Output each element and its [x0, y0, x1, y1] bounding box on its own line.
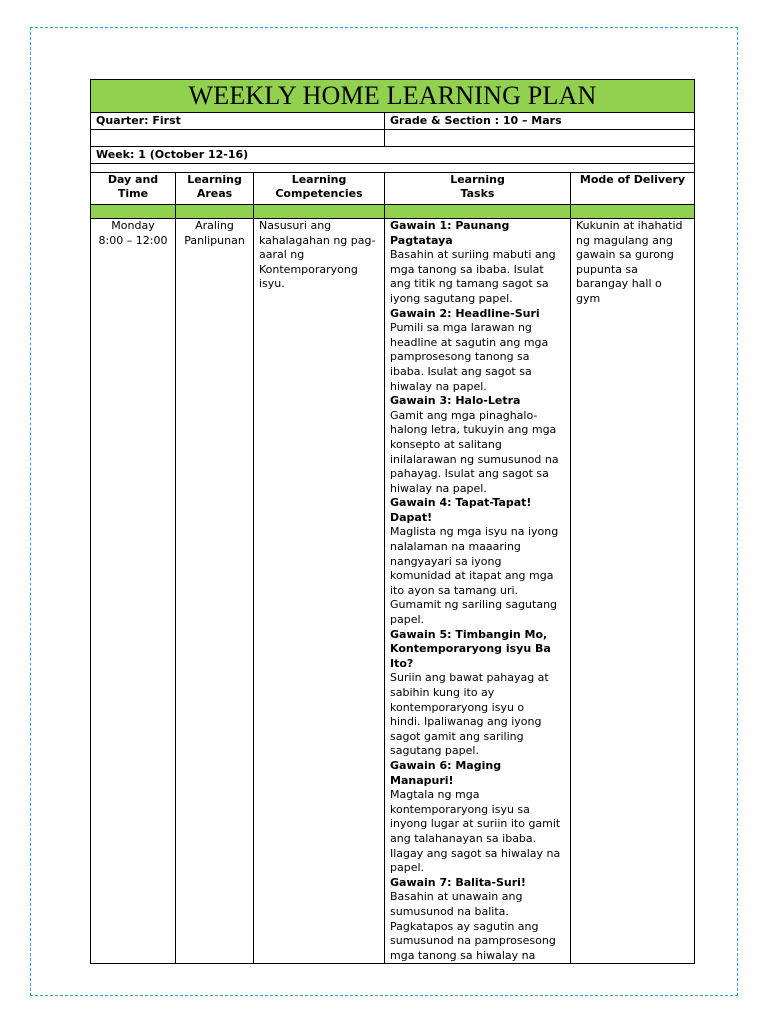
task-item — [390, 876, 565, 964]
header-learning-competencies: Learning Competencies — [254, 173, 385, 205]
day-label: Monday — [111, 219, 155, 232]
spacer-row — [91, 164, 695, 173]
task-title: Gawain 7: Balita-Suri! — [390, 875, 526, 889]
task-title: Gawain 1: Paunang Pagtataya — [390, 219, 510, 247]
empty-cell — [385, 130, 695, 147]
task-item — [390, 307, 565, 395]
mode-of-delivery-cell: Kukunin at ihahatid ng magulang ang gawain sa gurong pupunta sa barangay hall o gym — [571, 219, 695, 964]
header-row — [91, 173, 695, 205]
task-text: Suriin ang bawat pahayag at sabihin kung ito ay kontemporaryong isyu o hindi. Ipaliwanag ang iyong sagot gamit ang sariling sagutang papel. — [390, 671, 549, 758]
quarter-label: Quarter: First — [91, 113, 385, 130]
week-label: Week: 1 (October 12-16) — [91, 147, 695, 164]
green-cell — [176, 205, 254, 219]
green-cell — [254, 205, 385, 219]
task-item — [390, 394, 565, 496]
time-label: 8:00 – 12:00 — [98, 233, 168, 247]
plan-title: WEEKLY HOME LEARNING PLAN — [91, 80, 695, 113]
table-row — [91, 219, 695, 964]
learning-area-cell: Araling Panlipunan — [176, 219, 254, 964]
task-title: Gawain 5: Timbangin Mo, Kontemporaryong isyu Ba Ito? — [390, 627, 551, 670]
task-title: Gawain 4: Tapat-Tapat! Dapat! — [390, 496, 532, 524]
task-title: Gawain 3: Halo-Letra — [390, 394, 521, 408]
task-text: Basahin at suriing mabuti ang mga tanong sa ibaba. Isulat ang titik ng tamang sagot sa iyong sagutang papel. — [390, 248, 556, 305]
header-learning-areas: Learning Areas — [176, 173, 254, 205]
task-text: Pumili sa mga larawan ng headline at sagutin ang mga pamprosesong tanong sa ibaba. Isulat ang sagot sa hiwalay na papel. — [390, 321, 549, 393]
green-cell — [571, 205, 695, 219]
task-title: Gawain 6: Maging Manapuri! — [390, 758, 502, 787]
green-cell — [91, 205, 176, 219]
header-learning-tasks: Learning Tasks — [385, 173, 571, 205]
header-day-time: Day and Time — [91, 173, 176, 205]
task-item — [390, 759, 565, 876]
header-mode-of-delivery: Mode of Delivery — [571, 173, 695, 205]
task-title: Gawain 2: Headline-Suri — [390, 306, 540, 320]
learning-competency-cell: Nasusuri ang kahalagahan ng pag- aaral ng Kontemporaryong isyu. — [254, 219, 385, 964]
task-text: Basahin at unawain ang sumusunod na balita. Pagkatapos ay sagutin ang sumusunod na pamprosesong mga tanong sa hiwalay na — [390, 890, 556, 962]
task-item — [390, 496, 565, 627]
grade-section-label: Grade & Section : 10 – Mars — [385, 113, 695, 130]
day-time-cell — [91, 219, 176, 964]
empty-cell — [91, 130, 385, 147]
task-text: Gamit ang mga pinaghalo- halong letra, tukuyin ang mga konsepto at salitang inilalarawan ng sumusunod na pahayag. Isulat ang sagot sa hiwalay na papel. — [390, 408, 559, 495]
task-text: Maglista ng mga isyu na iyong nalalaman na maaaring nangyayari sa iyong komunidad at itapat ang mga ito ayon sa tamang uri. Gumamit ng sariling sagutang papel. — [390, 525, 559, 627]
green-divider-row — [91, 205, 695, 219]
learning-plan-table — [90, 79, 695, 964]
green-cell — [385, 205, 571, 219]
task-item — [390, 219, 565, 307]
learning-tasks-cell — [385, 219, 571, 964]
task-text: Magtala ng mga kontemporaryong isyu sa inyong lugar at suriin ito gamit ang talahanayan sa ibaba. Ilagay ang sagot sa hiwalay na papel. — [390, 788, 561, 875]
task-item — [390, 628, 565, 759]
